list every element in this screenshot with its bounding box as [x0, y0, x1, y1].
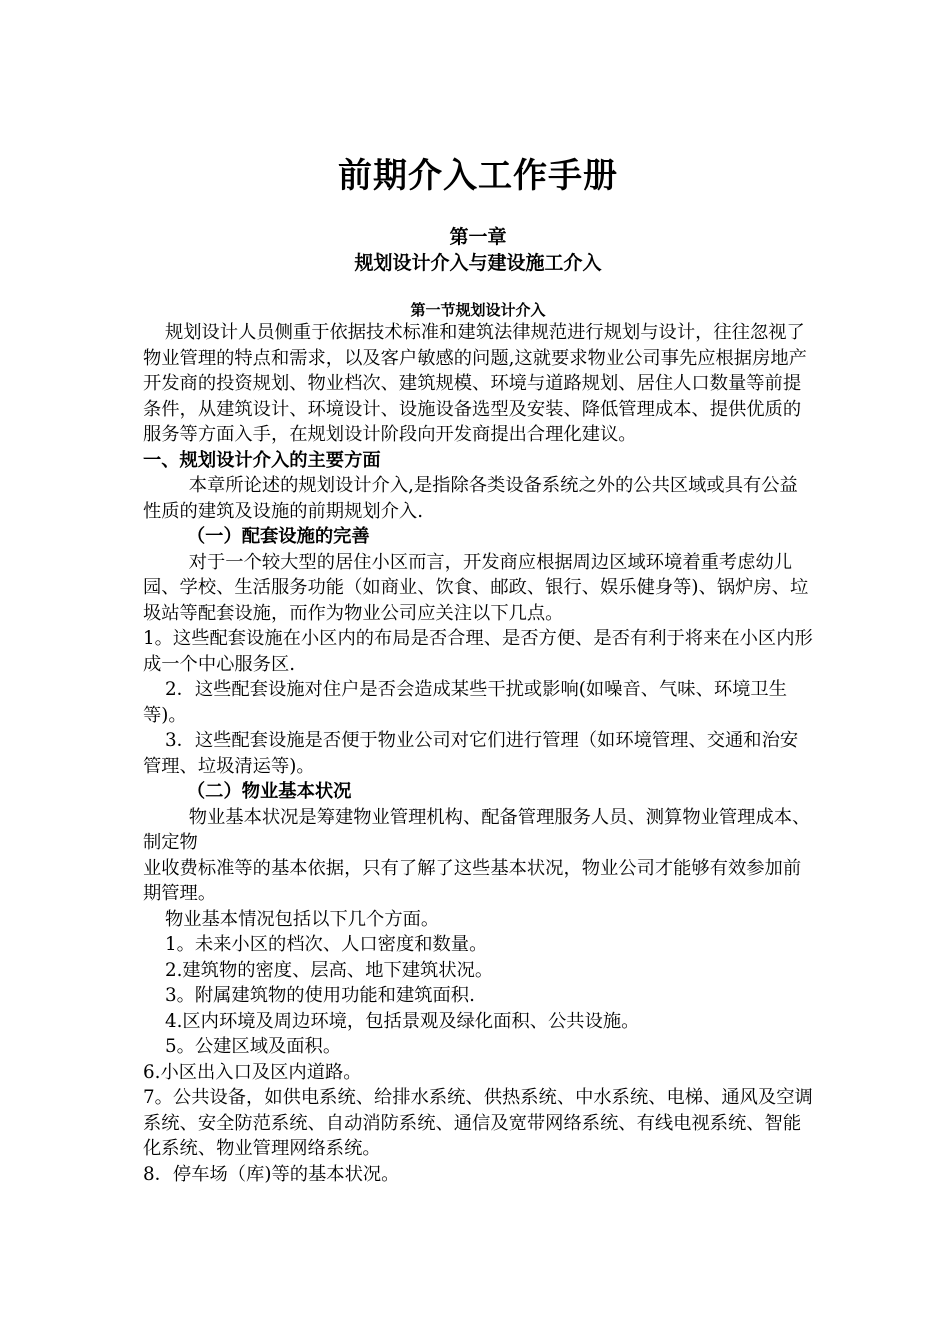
chapter-label: 第一章	[449, 226, 507, 248]
subheading-facilities: （一）配套设施的完善	[186, 526, 370, 547]
status-item-7: 7。公共设备，如供电系统、给排水系统、供热系统、中水系统、电梯、通风及空调系统、安全防范系统、自动消防系统、通信及宽带网络系统、有线电视系统、智能化系统、物业管理网络系统。	[143, 1087, 813, 1159]
scope-paragraph: 本章所论述的规划设计介入,是指除各类设备系统之外的公共区域或具有公益性质的建筑及设施的前期规划介入.	[143, 475, 798, 522]
status-item-3: 3。附属建筑物的使用功能和建筑面积.	[164, 985, 475, 1006]
document-body	[143, 320, 813, 1187]
document-title: 前期介入工作手册	[338, 156, 618, 196]
status-item-5: 5。公建区域及面积。	[164, 1036, 342, 1057]
status-item-8: 8．停车场（库)等的基本状况。	[143, 1163, 400, 1185]
subheading-property-status: （二）物业基本状况	[186, 781, 352, 802]
section-title: 第一节规划设计介入	[410, 301, 546, 319]
status-item-6: 6.小区出入口及区内道路。	[143, 1061, 362, 1083]
facility-point-2: 2．这些配套设施对住户是否会造成某些干扰或影响(如噪音、气味、环境卫生等)。	[143, 679, 787, 726]
heading-main-aspects: 一、规划设计介入的主要方面	[143, 449, 381, 471]
status-paragraph-line-2: 业收费标准等的基本依据，只有了解了这些基本状况，物业公司才能够有效参加前期管理。	[143, 857, 802, 904]
facility-point-3: 3．这些配套设施是否便于物业公司对它们进行管理（如环境管理、交通和治安管理、垃圾清运等)。	[143, 730, 799, 777]
status-paragraph-line-1: 物业基本状况是筹建物业管理机构、配备管理服务人员、测算物业管理成本、制定物	[143, 806, 811, 853]
status-item-4: 4.区内环境及周边环境，包括景观及绿化面积、公共设施。	[164, 1010, 640, 1032]
facility-point-1: 1。这些配套设施在小区内的布局是否合理、是否方便、是否有利于将来在小区内形成一个中心服务区.	[143, 628, 813, 675]
intro-paragraph: 规划设计人员侧重于依据技术标准和建筑法律规范进行规划与设计，往往忽视了物业管理的特点和需求，以及客户敏感的问题,这就要求物业公司事先应根据房地产开发商的投资规划、物业档次、建筑规模、环境与道路规划、居住人口数量等前提条件，从建筑设计、环境设计、设施设备选型及安装、降低管理成本、提供优质的服务等方面入手，在规划设计阶段向开发商提出合理化建议。	[143, 322, 807, 445]
status-item-1: 1。未来小区的档次、人口密度和数量。	[164, 934, 488, 955]
status-intro: 物业基本情况包括以下几个方面。	[164, 908, 440, 930]
chapter-title: 规划设计介入与建设施工介入	[354, 252, 602, 274]
facilities-intro-paragraph: 对于一个较大型的居住小区而言，开发商应根据周边区域环境着重考虑幼儿园、学校、生活服务功能（如商业、饮食、邮政、银行、娱乐健身等)、锅炉房、垃圾站等配套设施，而作为物业公司应关注以下几点。	[143, 551, 809, 624]
status-item-2: 2.建筑物的密度、层高、地下建筑状况。	[164, 959, 494, 981]
